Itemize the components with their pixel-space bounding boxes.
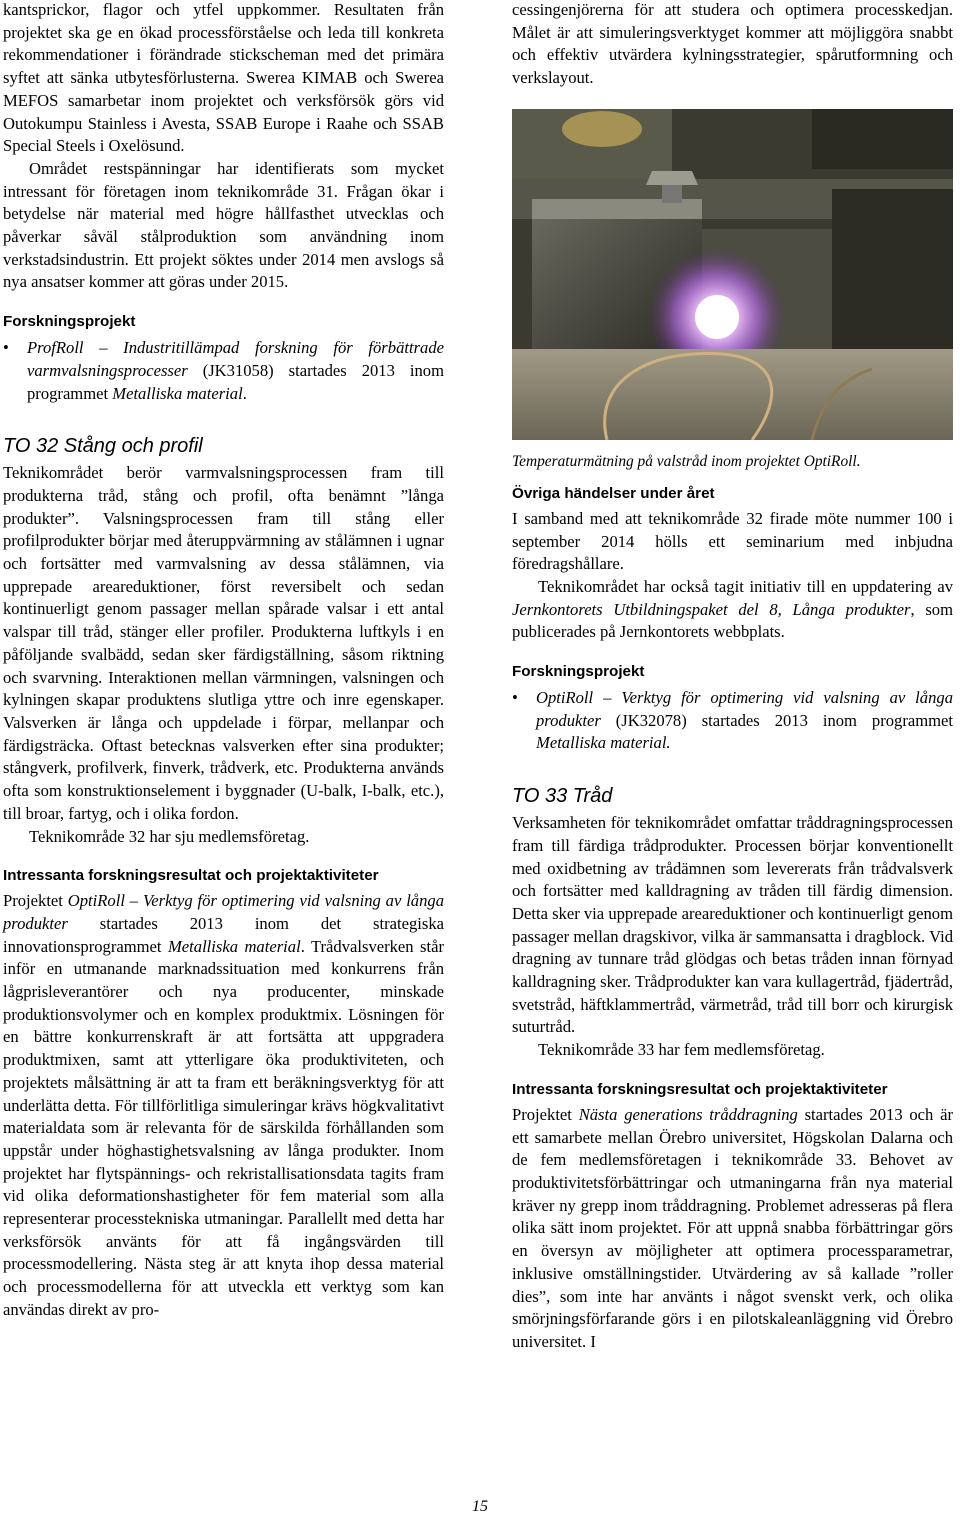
nasta-generation-title: Nästa generations tråddragning — [578, 1104, 798, 1124]
left-column — [3, 0, 444, 1322]
photo-illustration — [512, 109, 953, 440]
profroll-title: ProfRoll – Industritillämpad forskning för förbättrade varmvalsningsprocesser — [27, 338, 444, 380]
optiroll-title: OptiRoll – Verktyg för optimering vid valsning av långa produkter — [3, 891, 444, 933]
photo-caption: Temperaturmätning på valstråd inom projektet OptiRoll. — [512, 452, 861, 470]
paragraph-nasta-generation: Projektet Nästa generations tråddragning startades 2013 och är ett samarbete mellan Örebro universitet, Högskolan Dalarna och de fem medlemsföretagen i teknikområde 33. Behovet av produktivitetsförbättringar och utmaningarna från nya material kräver ny grepp inom tråddragning. Problemet adresseras på flera olika sätt inom projektet. För att uppnå snabba förbättringar görs en översyn av möjligheter att optimera processparametrar, inklusive omställningstider. Utvärdering av så kallade ”roller dies”, som inte har använts i något svenskt verk, och olika smörjningsförfarande görs i en pilotskaleanläggning vid Örebro universitet. I — [512, 1104, 954, 1351]
heading-ovriga-handelser: Övriga händelser under året — [512, 484, 715, 502]
paragraph-to32-members: Teknikområde 32 har sju medlemsföretag. — [29, 826, 310, 846]
paragraph-to32-description: Teknikområdet berör varmvalsningsprocessen fram till produkterna tråd, stång och profil, ofta benämnt ”långa produkter”. Valsningsprocessen fram till stång eller profilprodukter börjar med återuppvärmning av stålämnen i ugnar och fortsätter med varmvalsning av dessa stålämnen, via upprepade areareduktioner, först reversibelt och sedan kontinuerligt genom passager mellan spårade valsar i ett antal valspar till tråd, stänger eller profiler. Produkterna luftkyls i en påföljande svalbädd, sedan sker färdigställning, såsom riktning och svarvning. Interaktionen mellan värmningen, valsningen och kylningen skapar produktens slutliga yttre och inre egenskaper. Valsverken är långa och uppdelade i förpar, mellanpar och färdigsträcka. Oftast betecknas valsverken efter sina produkter; stångverk, profilverk, finverk, trådverk, etc. Produkterna används ofta som konstruktionselement i byggnader (U-balk, I-balk, etc.), till broar, fartyg, och i olika fordon. — [3, 463, 444, 823]
heading-to33: TO 33 Tråd — [512, 785, 613, 808]
page-number: 15 — [472, 1498, 488, 1515]
heading-intressanta-32: Intressanta forskningsresultat och projektaktiviteter — [3, 867, 379, 885]
bullet-dot: • — [512, 688, 518, 708]
heading-forskningsprojekt-32: Forskningsprojekt — [3, 313, 136, 331]
heading-intressanta-33: Intressanta forskningsresultat och projektaktiviteter — [512, 1080, 888, 1098]
heading-forskningsprojekt-32b: Forskningsprojekt — [512, 663, 645, 681]
paragraph-mote-100: I samband med att teknikområde 32 firade möte nummer 100 i september 2014 hölls ett seminarium med inbjudna föredragshållare. — [512, 508, 953, 574]
utbildningspaket-title: Jernkontorets Utbildningspaket del 8, Långa produkter — [512, 599, 911, 619]
heading-to32: TO 32 Stång och profil — [3, 435, 203, 458]
paragraph-restspanningar: Området restspänningar har identifierats som mycket intressant för företagen inom teknikområde 31. Frågan ökar i betydelse när material med högre hållfasthet utvecklas och påverkar såväl stålproduktion som användning inom verkstadsindustrin. Ett projekt söktes under 2014 men avslogs så nya ansatser kommer att göras under 2015. — [3, 158, 444, 292]
bullet-optiroll: • OptiRoll – Verktyg för optimering vid valsning av långa produkter (JK32078) startades 2013 inom programmet Metalliska material. — [512, 687, 953, 755]
bullet-profroll: • ProfRoll – Industritillämpad forskning för förbättrade varmvalsningsprocesser (JK31058) startades 2013 inom programmet Metalliska material. — [3, 337, 444, 405]
paragraph-optiroll: Projektet OptiRoll – Verktyg för optimering vid valsning av långa produkter startades 2013 inom det strategiska innovationsprogrammet Metalliska material. Trådvalsverken står inför en utmanande marknadssituation med konkurrens från lågprisleverantörer och nya producenter, minskade produktionsvolymer och en komplex produktmix. Lösningen för en bättre konkurrenskraft är att fortsätta att uppgradera produktmixen, samt att ytterligare öka produktiviteten, och projektets målsättning är att ta fram ett beräkningsverktyg för att underlätta detta. För tillförlitliga simuleringar krävs högkvalitativt materialdata som är relevanta för de särskilda förhållanden som uppstår under höghastighetsvalsning av långa produkter. Inom projektet har flytspännings- och rekristallisationsdata tagits fram vid olika deformationshastigheter för fem material som alla representerar processtekniska utmaningar. Parallellt med detta har verksförsök använts för att få ingångsvärden till processmodellering. Nästa steg är att knyta ihop dessa material och processmodellerna för att utveckla ett verktyg som kan användas direkt av pro- — [3, 891, 444, 1319]
paragraph-processingenjorerna: cessingenjörerna för att studera och optimera processkedjan. Målet är att simuleringsverktyget kommer att möjliggöra snabbt och effektiv utvärdera kylningsstrategier, spårutformning och verkslayout. — [512, 0, 953, 88]
paragraph-to33-members: Teknikområde 33 har fem medlemsföretag. — [538, 1040, 825, 1060]
optiroll-bullet-title: OptiRoll – Verktyg för optimering vid valsning av långa produkter — [536, 688, 953, 730]
rolled-wire-temperature-photo — [512, 109, 953, 440]
paragraph-stickscheman: kantsprickor, flagor och ytfel uppkommer. Resultaten från projektet ska ge en ökad processförståelse och leda till konkreta rekommendationer i förändrade stickscheman med det primära syftet att sänka utbytesförlusterna. Swerea KIMAB och Swerea MEFOS samarbetar inom projektet och verksförsök görs vid Outokumpu Stainless i Avesta, SSAB Europe i Raahe och SSAB Special Steels i Oxelösund. — [3, 0, 444, 156]
right-column — [512, 0, 953, 1354]
paragraph-utbildningspaket: Teknikområdet har också tagit initiativ till en uppdatering av Jernkontorets Utbildningspaket del 8, Långa produkter, som publicerades på Jernkontorets webbplats. — [512, 576, 953, 642]
paragraph-to33-description: Verksamheten för teknikområdet omfattar tråddragningsprocessen fram till färdiga trådprodukter. Processen börjar konventionellt med oxidbetning av trådämnen som levererats från trådvalsverk och fortsätter med kalldragning av tråden till färdig dimension. Detta sker via upprepade areareduktioner och kontinuerligt genom passager mellan dragskivor, vilka är sammansatta i dragblock. Vid dragning av tunnare tråd glödgas och betas tråden innan förnyad kalldragning sker. Trådprodukter kan vara kullagertråd, fjädertråd, svetstråd, häftklammertråd, värmetråd, tråd till borr och kirurgisk suturtråd. — [512, 813, 953, 1037]
bullet-dot: • — [3, 338, 9, 358]
